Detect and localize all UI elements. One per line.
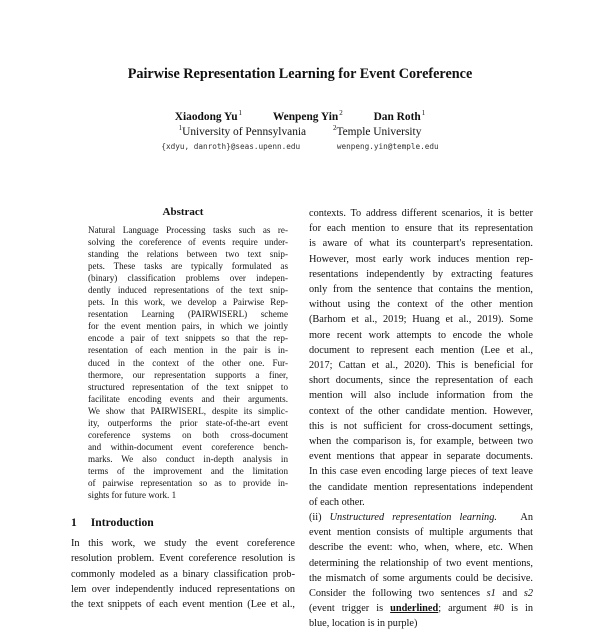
- abstract-line: resentation Learning (PAIRWISERL) scheme: [88, 309, 288, 320]
- abstract-line: (binary) classification problems over indepen-: [88, 273, 288, 284]
- abstract-line: terms of the improvement and the limitation: [88, 465, 288, 476]
- abstract-line: resentation of each mention in the pair is in-: [88, 345, 288, 356]
- underlined-word: underlined: [390, 603, 439, 615]
- author-1: Xiaodong Yu$^1$: [174, 109, 243, 123]
- legend-line: blue, location is in purple): [309, 618, 418, 630]
- email-list: [0, 142, 600, 151]
- abstract-line: for the event mention pairs, in which we jointly: [88, 321, 288, 332]
- affiliation-list: [0, 124, 600, 138]
- body-line: context of the other candidate mention. However,: [309, 405, 533, 417]
- intro-line: the text snippets of each event mention (Lee et al.,: [71, 599, 295, 611]
- body-line: resentations independently by extracting features: [309, 268, 533, 280]
- body-line: only from the sentence that contains the mention,: [309, 284, 533, 296]
- body-line: of each other.: [309, 496, 365, 508]
- abstract-line: of pairwise representation so as to provide in-: [88, 477, 288, 488]
- abstract-line: sights for future work. 1: [88, 490, 177, 501]
- introduction-body: [71, 536, 295, 612]
- abstract-line: marks. We also conduct in-depth analysis in: [88, 453, 288, 464]
- abstract-line: pets. These tasks are typically formulated as: [88, 261, 288, 272]
- body-line: determining the relationship of two event mentions,: [309, 557, 533, 569]
- email-1: {xdyu, danroth}@seas.upenn.edu: [161, 142, 301, 151]
- intro-line: lem over independently induced representations on: [71, 583, 295, 595]
- abstract-line: We show that PAIRWISERL, despite its simplic-: [88, 405, 288, 416]
- body-line: document to represent each mention (Lee et al.,: [309, 344, 533, 356]
- body-line: mention will also include information from the: [309, 390, 533, 402]
- abstract-line: standing the relations between two text snip-: [88, 249, 288, 260]
- body-line: the candidate mention representations independent: [309, 481, 533, 493]
- abstract-body: [88, 224, 288, 501]
- abstract-line: structured representation of the text snippet to: [88, 381, 288, 392]
- abstract-line: thermore, our representation supports a finer,: [88, 369, 288, 380]
- author-list: [0, 109, 600, 123]
- intro-line: resolution problem. Event coreference resolution is: [71, 553, 295, 565]
- abstract-line: pets. In this work, we develop a Pairwise Rep-: [88, 297, 288, 308]
- abstract-line: encode a pair of text snippets so that the rep-: [88, 333, 288, 344]
- abstract-line: ity, outperforms the prior state-of-the-art event: [88, 417, 288, 428]
- body-line: (Barhom et al., 2019; Huang et al., 2019). Some: [309, 314, 533, 326]
- abstract-line: duced in the context of the other one. Fur-: [88, 357, 288, 368]
- introduction-heading: 1 Introduction: [71, 516, 154, 529]
- abstract-line: solving the coreference of events require under-: [88, 237, 288, 248]
- body-line: In this case even encoding large pieces of text leave: [309, 466, 533, 478]
- body-line: event mention consists of multiple arguments that: [309, 527, 533, 539]
- body-line: for each mention to ensure that its representation: [309, 223, 533, 235]
- item-ii-line: (ii) Unstructured representation learning. An: [309, 512, 533, 524]
- right-column-body: [309, 206, 533, 632]
- paper-title: Pairwise Representation Learning for Event Coreference: [127, 66, 473, 82]
- intro-line: In this work, we study the event coreference: [71, 538, 295, 549]
- body-line: the mismatch of some arguments could be decisive.: [309, 572, 533, 584]
- abstract-line: and within-document event coreference bench-: [88, 441, 288, 452]
- body-line: event mentions that appear in separate documents.: [309, 451, 533, 463]
- abstract-line: dently induced representations of the text snip-: [88, 285, 288, 296]
- body-line: However, most early work induces mention rep-: [309, 253, 533, 265]
- body-line: contexts. To address different scenarios, it is better: [309, 208, 533, 219]
- body-line: this is not sufficient for cross-document settings,: [309, 420, 533, 432]
- affiliation-1: $^1$University of Pennsylvania: [178, 124, 307, 138]
- email-2: wenpeng.yin@temple.edu: [336, 142, 439, 151]
- body-line: more recent work attempts to encode the whole: [309, 329, 533, 341]
- abstract-line: facilitate encoding events and their arguments.: [88, 393, 288, 404]
- body-line: describe the event: who, when, where, etc. When: [309, 542, 533, 554]
- body-line: without using the context of the other mention: [309, 299, 533, 311]
- abstract-heading: Abstract: [162, 206, 204, 218]
- sentences-line: Consider the following two sentences s1 and s2: [309, 588, 534, 600]
- abstract-line: Natural Language Processing tasks such as re-: [88, 225, 288, 235]
- affiliation-2: $^2$Temple University: [332, 124, 422, 138]
- author-3: Dan Roth$^1$: [373, 109, 426, 123]
- trigger-line: (event trigger is underlined; argument #0 is in: [309, 603, 534, 615]
- body-line: when the comparison is, for example, between two: [309, 436, 533, 448]
- body-line: 2017; Cattan et al., 2020). This is beneficial for: [309, 360, 533, 372]
- body-line: is aware of what its counterpart's representation.: [309, 238, 533, 250]
- author-2: Wenpeng Yin$^2$: [272, 109, 343, 123]
- body-line: short documents, since the representation of each: [309, 375, 533, 387]
- intro-line: commonly modeled as a binary classification prob-: [71, 568, 295, 580]
- abstract-line: coreference systems on both cross-document: [88, 429, 288, 440]
